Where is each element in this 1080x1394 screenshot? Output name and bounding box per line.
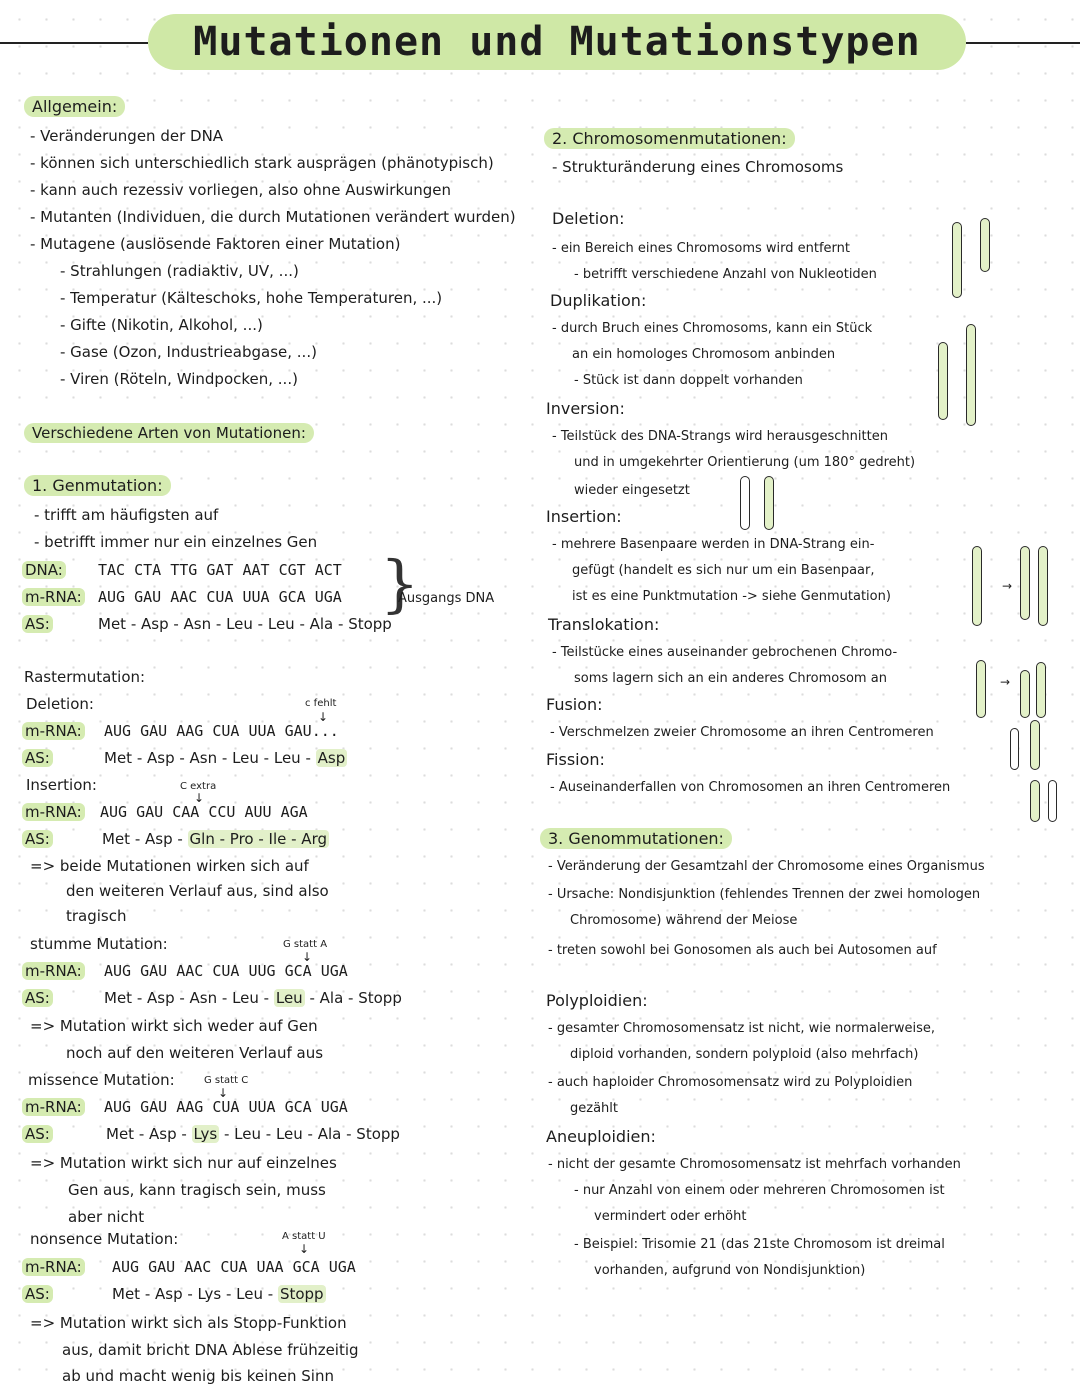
down-arrow-icon: ↓ <box>318 710 329 724</box>
stumme-heading: stumme Mutation: <box>30 935 168 953</box>
page-title: Mutationen und Mutationstypen <box>148 14 966 70</box>
aneuploidien-line: vorhanden, aufgrund von Nondisjunktion) <box>594 1263 866 1278</box>
fusion-line: - Verschmelzen zweier Chromosome an ihren Centromeren <box>550 725 934 740</box>
ins-as-label: AS: <box>22 830 53 848</box>
duplikation-line: - Stück ist dann doppelt vorhanden <box>574 373 803 388</box>
allgemein-line: - kann auch rezessiv vorliegen, also ohne Auswirkungen <box>30 181 451 199</box>
missense-conclusion: Gen aus, kann tragisch sein, muss <box>68 1181 326 1199</box>
ausgangs-dna-label: Ausgangs DNA <box>398 591 495 606</box>
raster-conclusion: => beide Mutationen wirken sich auf <box>30 857 309 875</box>
allgemein-line: - können sich unterschiedlich stark ausprägen (phänotypisch) <box>30 154 494 172</box>
missense-heading: missence Mutation: <box>28 1071 175 1089</box>
aneuploidien-heading: Aneuploidien: <box>546 1127 656 1146</box>
missense-conclusion: aber nicht <box>68 1208 145 1226</box>
missense-mrna-label: m-RNA: <box>22 1098 85 1116</box>
genmutation-heading: 1. Genmutation: <box>24 475 171 496</box>
stumme-conclusion: noch auf den weiteren Verlauf aus <box>66 1044 324 1062</box>
fission-line: - Auseinanderfallen von Chromosomen an ihren Centromeren <box>550 780 951 795</box>
mutagen-item: - Viren (Röteln, Windpocken, ...) <box>60 370 298 388</box>
genom-heading: 3. Genommutationen: <box>540 828 732 849</box>
missense-mrna-sequence: AUG GAU AAG CUA UUA GCA UGA <box>104 1098 348 1116</box>
mrna-sequence: AUG GAU AAC CUA UUA GCA UGA <box>98 588 342 606</box>
polyploidien-line: diploid vorhanden, sondern polyploid (also mehrfach) <box>570 1047 919 1062</box>
insertion-label: Insertion: <box>26 776 97 794</box>
mrna-label: m-RNA: <box>22 588 85 606</box>
missense-as-label: AS: <box>22 1125 53 1143</box>
down-arrow-icon: ↓ <box>218 1086 229 1100</box>
stumme-mrna-sequence: AUG GAU AAC CUA UUG GCA UGA <box>104 962 348 980</box>
chromo-insertion-line: gefügt (handelt es sich nur um ein Basenpaar, <box>572 563 875 578</box>
insertion-note: C extra <box>180 781 217 792</box>
genom-line: Chromosome) während der Meiose <box>570 913 798 928</box>
nonsense-conclusion: aus, damit bricht DNA Ablese frühzeitig <box>62 1341 359 1359</box>
stumme-as-label: AS: <box>22 989 53 1007</box>
duplikation-line: an ein homologes Chromosom anbinden <box>572 347 836 362</box>
chromo-heading: 2. Chromosomenmutationen: <box>544 128 795 149</box>
right-arrow-icon: → <box>1002 579 1013 593</box>
aneuploidien-line: - Beispiel: Trisomie 21 (das 21ste Chromosom ist dreimal <box>574 1237 945 1252</box>
nonsense-heading: nonsence Mutation: <box>30 1230 179 1248</box>
allgemein-line: - Mutanten (Individuen, die durch Mutationen verändert wurden) <box>30 208 516 226</box>
missense-as-sequence: Met - Asp - Lys - Leu - Leu - Ala - Stopp <box>106 1125 400 1143</box>
right-arrow-icon: → <box>1000 675 1011 689</box>
ins-mrna-sequence: AUG GAU CAA CCU AUU AGA <box>100 803 308 821</box>
missense-conclusion: => Mutation wirkt sich nur auf einzelnes <box>30 1154 337 1172</box>
inversion-line: - Teilstück des DNA-Strangs wird herausgeschnitten <box>552 429 888 444</box>
mutagen-item: - Gifte (Nikotin, Alkohol, ...) <box>60 316 263 334</box>
raster-heading: Rastermutation: <box>24 668 146 686</box>
raster-conclusion: tragisch <box>66 907 127 925</box>
inversion-line: und in umgekehrter Orientierung (um 180° gedreht) <box>574 455 916 470</box>
del-mrna-label: m-RNA: <box>22 722 85 740</box>
del-as-label: AS: <box>22 749 53 767</box>
title-rule-right <box>966 42 1080 44</box>
del-as-sequence: Met - Asp - Asn - Leu - Leu - Asp <box>104 749 346 767</box>
translokation-line: - Teilstücke eines auseinander gebrochenen Chromo- <box>552 645 898 660</box>
genmutation-line: - betrifft immer nur ein einzelnes Gen <box>34 533 318 551</box>
genmutation-line: - trifft am häufigsten auf <box>34 506 219 524</box>
dna-sequence: TAC CTA TTG GAT AAT CGT ACT <box>98 561 342 579</box>
deletion-heading: Deletion: <box>552 209 625 228</box>
raster-conclusion: den weiteren Verlauf aus, sind also <box>66 882 329 900</box>
title-rule-left <box>0 42 148 44</box>
chromo-line: - Strukturänderung eines Chromosoms <box>552 158 844 176</box>
inversion-heading: Inversion: <box>546 399 625 418</box>
as-label: AS: <box>22 615 53 633</box>
inversion-line: wieder eingesetzt <box>574 483 690 498</box>
chromo-insertion-line: - mehrere Basenpaare werden in DNA-Strang ein- <box>552 537 875 552</box>
polyploidien-heading: Polyploidien: <box>546 991 648 1010</box>
del-mrna-sequence: AUG GAU AAG CUA UUA GAU... <box>104 722 339 740</box>
polyploidien-line: - gesamter Chromosomensatz ist nicht, wie normalerweise, <box>548 1021 936 1036</box>
duplikation-heading: Duplikation: <box>550 291 647 310</box>
aneuploidien-line: - nicht der gesamte Chromosomensatz ist mehrfach vorhanden <box>548 1157 961 1172</box>
polyploidien-line: gezählt <box>570 1101 618 1116</box>
nonsense-note: A statt U <box>282 1231 326 1242</box>
nonsense-conclusion: ab und macht wenig bis keinen Sinn <box>62 1367 334 1385</box>
down-arrow-icon: ↓ <box>302 950 313 964</box>
fusion-heading: Fusion: <box>546 695 603 714</box>
allgemein-heading: Allgemein: <box>24 96 125 117</box>
nonsense-mrna-label: m-RNA: <box>22 1258 85 1276</box>
genom-line: - Ursache: Nondisjunktion (fehlendes Trennen der zwei homologen <box>548 887 981 902</box>
chromo-deletion-line: - ein Bereich eines Chromosoms wird entfernt <box>552 241 851 256</box>
mutagen-item: - Strahlungen (radiaktiv, UV, ...) <box>60 262 299 280</box>
as-sequence: Met - Asp - Asn - Leu - Leu - Ala - Stopp <box>98 615 392 633</box>
stumme-note: G statt A <box>283 939 328 950</box>
allgemein-line: - Mutagene (auslösende Faktoren einer Mutation) <box>30 235 401 253</box>
missense-note: G statt C <box>204 1075 249 1086</box>
genom-line: - treten sowohl bei Gonosomen als auch bei Autosomen auf <box>548 943 937 958</box>
stumme-mrna-label: m-RNA: <box>22 962 85 980</box>
chromo-deletion-line: - betrifft verschiedene Anzahl von Nukleotiden <box>574 267 877 282</box>
mutagen-item: - Temperatur (Kälteschoks, hohe Temperaturen, ...) <box>60 289 443 307</box>
polyploidien-line: - auch haploider Chromosomensatz wird zu Polyploidien <box>548 1075 913 1090</box>
stumme-as-sequence: Met - Asp - Asn - Leu - Leu - Ala - Stopp <box>104 989 402 1007</box>
deletion-note: c fehlt <box>305 698 337 709</box>
down-arrow-icon: ↓ <box>194 791 205 805</box>
brace: } <box>380 547 420 620</box>
insertion-heading: Insertion: <box>546 507 622 526</box>
duplikation-line: - durch Bruch eines Chromosoms, kann ein Stück <box>552 321 873 336</box>
nonsense-mrna-sequence: AUG GAU AAC CUA UAA GCA UGA <box>112 1258 356 1276</box>
allgemein-line: - Veränderungen der DNA <box>30 127 224 145</box>
aneuploidien-line: - nur Anzahl von einem oder mehreren Chromosomen ist <box>574 1183 945 1198</box>
ins-as-sequence: Met - Asp - Gln - Pro - Ile - Arg <box>102 830 327 848</box>
nonsense-as-sequence: Met - Asp - Lys - Leu - Stopp <box>112 1285 324 1303</box>
nonsense-as-label: AS: <box>22 1285 53 1303</box>
aneuploidien-line: vermindert oder erhöht <box>594 1209 747 1224</box>
genom-line: - Veränderung der Gesamtzahl der Chromosome eines Organismus <box>548 859 985 874</box>
nonsense-conclusion: => Mutation wirkt sich als Stopp-Funktion <box>30 1314 347 1332</box>
down-arrow-icon: ↓ <box>299 1242 310 1256</box>
dna-label: DNA: <box>22 561 66 579</box>
fission-heading: Fission: <box>546 750 605 769</box>
mutagen-item: - Gase (Ozon, Industrieabgase, ...) <box>60 343 317 361</box>
chromo-insertion-line: ist es eine Punktmutation -> siehe Genmutation) <box>572 589 891 604</box>
translokation-line: soms lagern sich an ein anderes Chromosom an <box>574 671 887 686</box>
deletion-label: Deletion: <box>26 695 94 713</box>
stumme-conclusion: => Mutation wirkt sich weder auf Gen <box>30 1017 318 1035</box>
translokation-heading: Translokation: <box>548 615 660 634</box>
arten-heading: Verschiedene Arten von Mutationen: <box>24 423 314 443</box>
ins-mrna-label: m-RNA: <box>22 803 85 821</box>
